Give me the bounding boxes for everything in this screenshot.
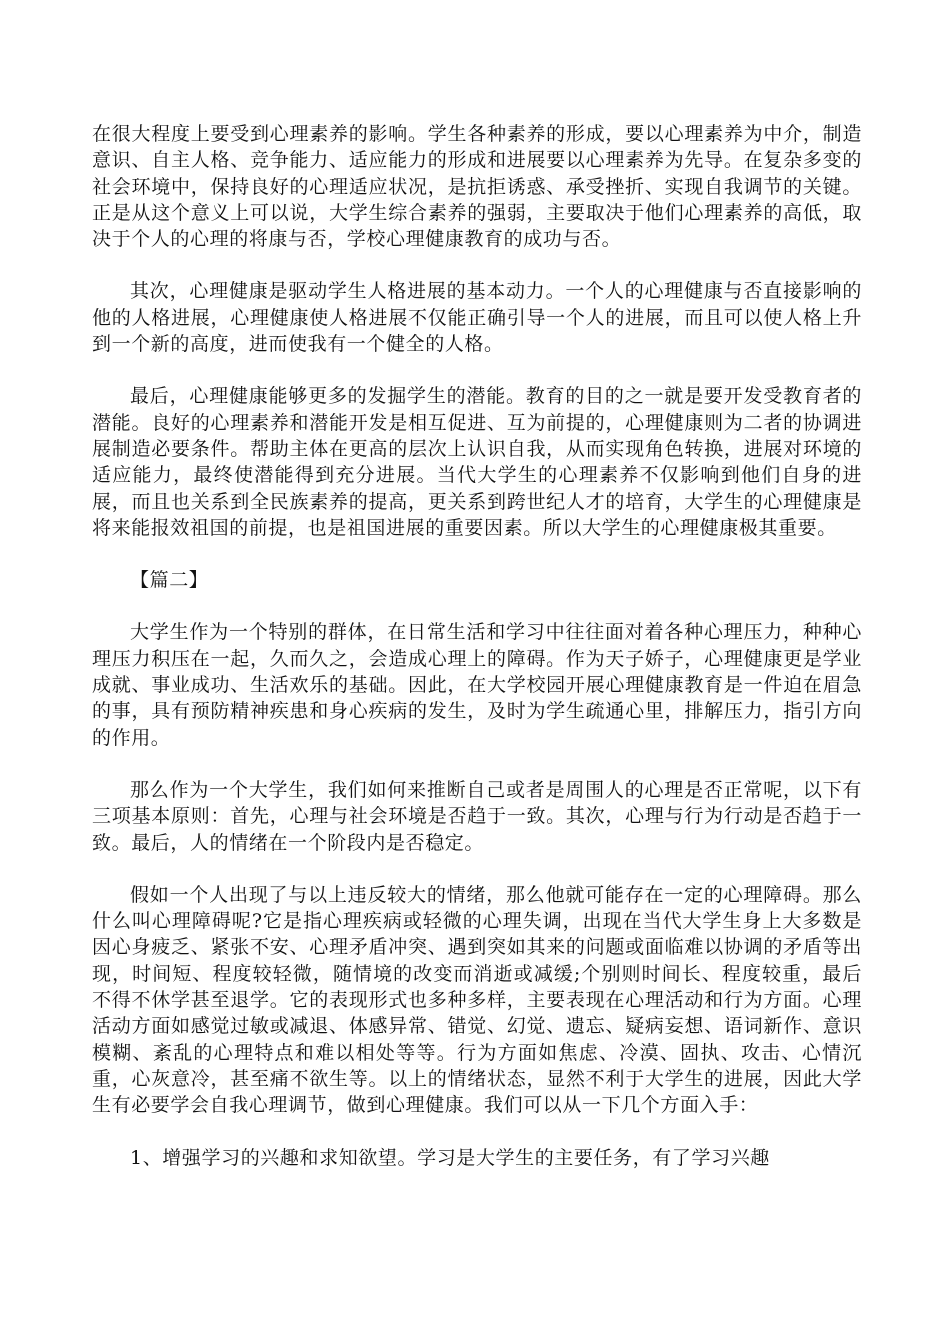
paragraph-second-point: 其次，心理健康是驱动学生人格进展的基本动力。一个人的心理健康与否直接影响的他的人格进展，心理健康使人格进展不仅能正确引导一个人的进展，而且可以使人格上升到一个新的高度，进而使我有一个健全的人格。 xyxy=(92,280,862,356)
paragraph-continued: 在很大程度上要受到心理素养的影响。学生各种素养的形成，要以心理素养为中介，制造意识、自主人格、竞争能力、适应能力的形成和进展要以心理素养为先导。在复杂多变的社会环境中，保持良好的心理适应状况，是抗拒诱惑、承受挫折、实现自我调节的关键。正是从这个意义上可以说，大学生综合素养的强弱，主要取决于他们心理素养的高低，取决于个人的心理的将康与否，学校心理健康教育的成功与否。 xyxy=(92,123,862,251)
section-heading: 【篇二】 xyxy=(130,569,209,592)
paragraph-third-point: 最后，心理健康能够更多的发掘学生的潜能。教育的目的之一就是要开发受教育者的潜能。良好的心理素养和潜能开发是相互促进、互为前提的，心理健康则为二者的协调进展制造必要条件。帮助主体在更高的层次上认识自我，从而实现角色转换，进展对环境的适应能力，最终使潜能得到充分进展。当代大学生的心理素养不仅影响到他们自身的进展，而且也关系到全民族素养的提高，更关系到跨世纪人才的培育，大学生的心理健康是将来能报效祖国的前提，也是祖国进展的重要因素。所以大学生的心理健康极其重要。 xyxy=(92,385,862,539)
section-paragraph-intro: 大学生作为一个特别的群体，在日常生活和学习中往往面对着各种心理压力，种种心理压力积压在一起，久而久之，会造成心理上的障碍。作为天子娇子，心理健康更是学业成就、事业成功、生活欢乐的基础。因此，在大学校园开展心理健康教育是一件迫在眉急的事，具有预防精神疾患和身心疾病的发生，及时为学生疏通心里，排解压力，指引方向的作用。 xyxy=(92,621,862,749)
section-paragraph-list-item-1: 1、增强学习的兴趣和求知欲望。学习是大学生的主要任务，有了学习兴趣 xyxy=(130,1146,770,1169)
section-paragraph-disorders: 假如一个人出现了与以上违反较大的情绪，那么他就可能存在一定的心理障碍。那么什么叫心理障碍呢?它是指心理疾病或轻微的心理失调，出现在当代大学生身上大多数是因心身疲乏、紧张不安、心理矛盾冲突、遇到突如其来的问题或面临难以协调的矛盾等出现，时间短、程度较轻微，随情境的改变而消逝或减缓;个别则时间长、程度较重，最后不得不休学甚至退学。它的表现形式也多种多样，主要表现在心理活动和行为方面。心理活动方面如感觉过敏或减退、体感异常、错觉、幻觉、遗忘、疑病妄想、语词新作、意识模糊、紊乱的心理特点和难以相处等等。行为方面如焦虑、冷漠、固执、攻击、心情沉重，心灰意冷，甚至痛不欲生等。以上的情绪状态，显然不利于大学生的进展，因此大学生有必要学会自我心理调节，做到心理健康。我们可以从一下几个方面入手： xyxy=(92,883,862,1117)
document-body xyxy=(92,121,862,1197)
section-paragraph-principles: 那么作为一个大学生，我们如何来推断自己或者是周围人的心理是否正常呢，以下有三项基本原则：首先，心理与社会环境是否趋于一致。其次，心理与行为行动是否趋于一致。最后，人的情绪在一个阶段内是否稳定。 xyxy=(92,778,862,854)
